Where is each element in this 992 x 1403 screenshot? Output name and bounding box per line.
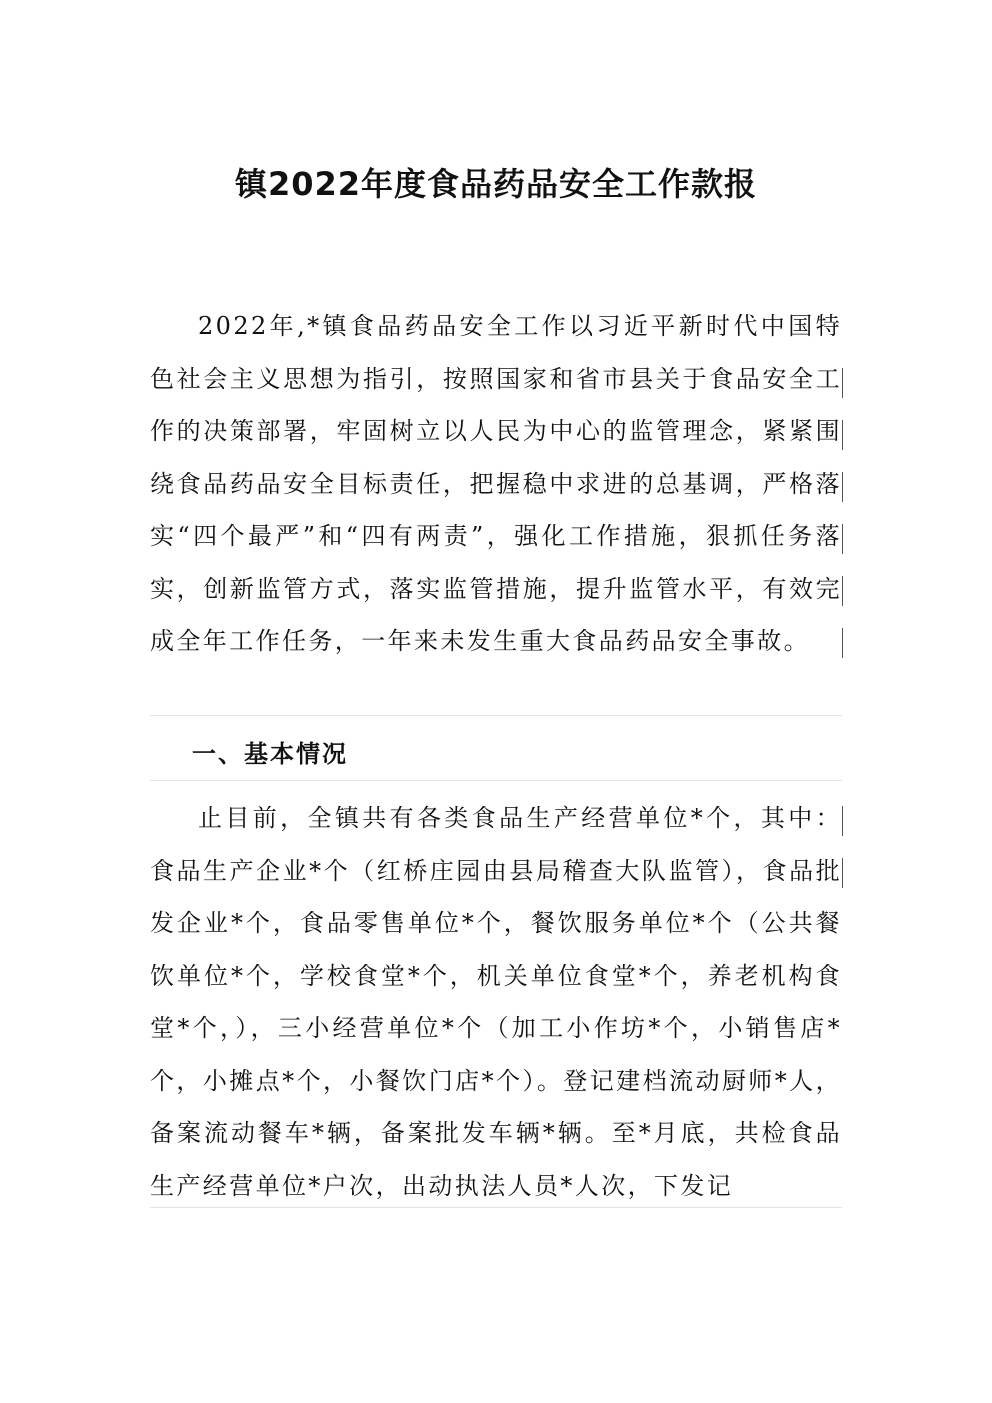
section-heading: 一、基本情况 (192, 740, 348, 768)
margin-mark (842, 858, 843, 888)
margin-mark (842, 576, 843, 606)
margin-mark (842, 472, 843, 502)
section-paragraph: 止目前，全镇共有各类食品生产经营单位*个，其中：食品生产企业*个（红桥庄园由县局稽查大队监管），食品批发企业*个，食品零售单位*个，餐饮服务单位*个（公共餐饮单位*个，学校食堂*个，机关单位食堂*个，养老机构食堂*个，），三小经营单位*个（加工小作坊*个，小销售店*个，小摊点*个，小餐饮门店*个）。登记建档流动厨师*人，备案流动餐车*辆，备案批发车辆*辆。至*月底，共检食品生产经营单位*户次，出动执法人员*人次，下发记 (150, 804, 842, 1200)
intro-paragraph: 2022年,*镇食品药品安全工作以习近平新时代中国特色社会主义思想为指引，按照国家和省市县关于食品安全工作的决策部署，牢固树立以人民为中心的监管理念，紧紧围绕食品药品安全目标责任，把握稳中求进的总基调，严格落实“四个最严”和“四有两责”，强化工作措施，狠抓任务落实，创新监管方式，落实监管措施，提升监管水平，有效完成全年工作任务，一年来未发生重大食品药品安全事故。 (150, 312, 842, 655)
intro-section (150, 300, 842, 716)
margin-mark (842, 524, 843, 554)
margin-mark (842, 420, 843, 450)
basic-situation-section (150, 792, 842, 1208)
margin-mark (842, 368, 843, 398)
margin-mark (842, 628, 843, 658)
margin-mark (842, 806, 843, 836)
document-title: 镇2022年度食品药品安全工作款报 (234, 165, 758, 203)
section-heading-row (150, 728, 842, 781)
